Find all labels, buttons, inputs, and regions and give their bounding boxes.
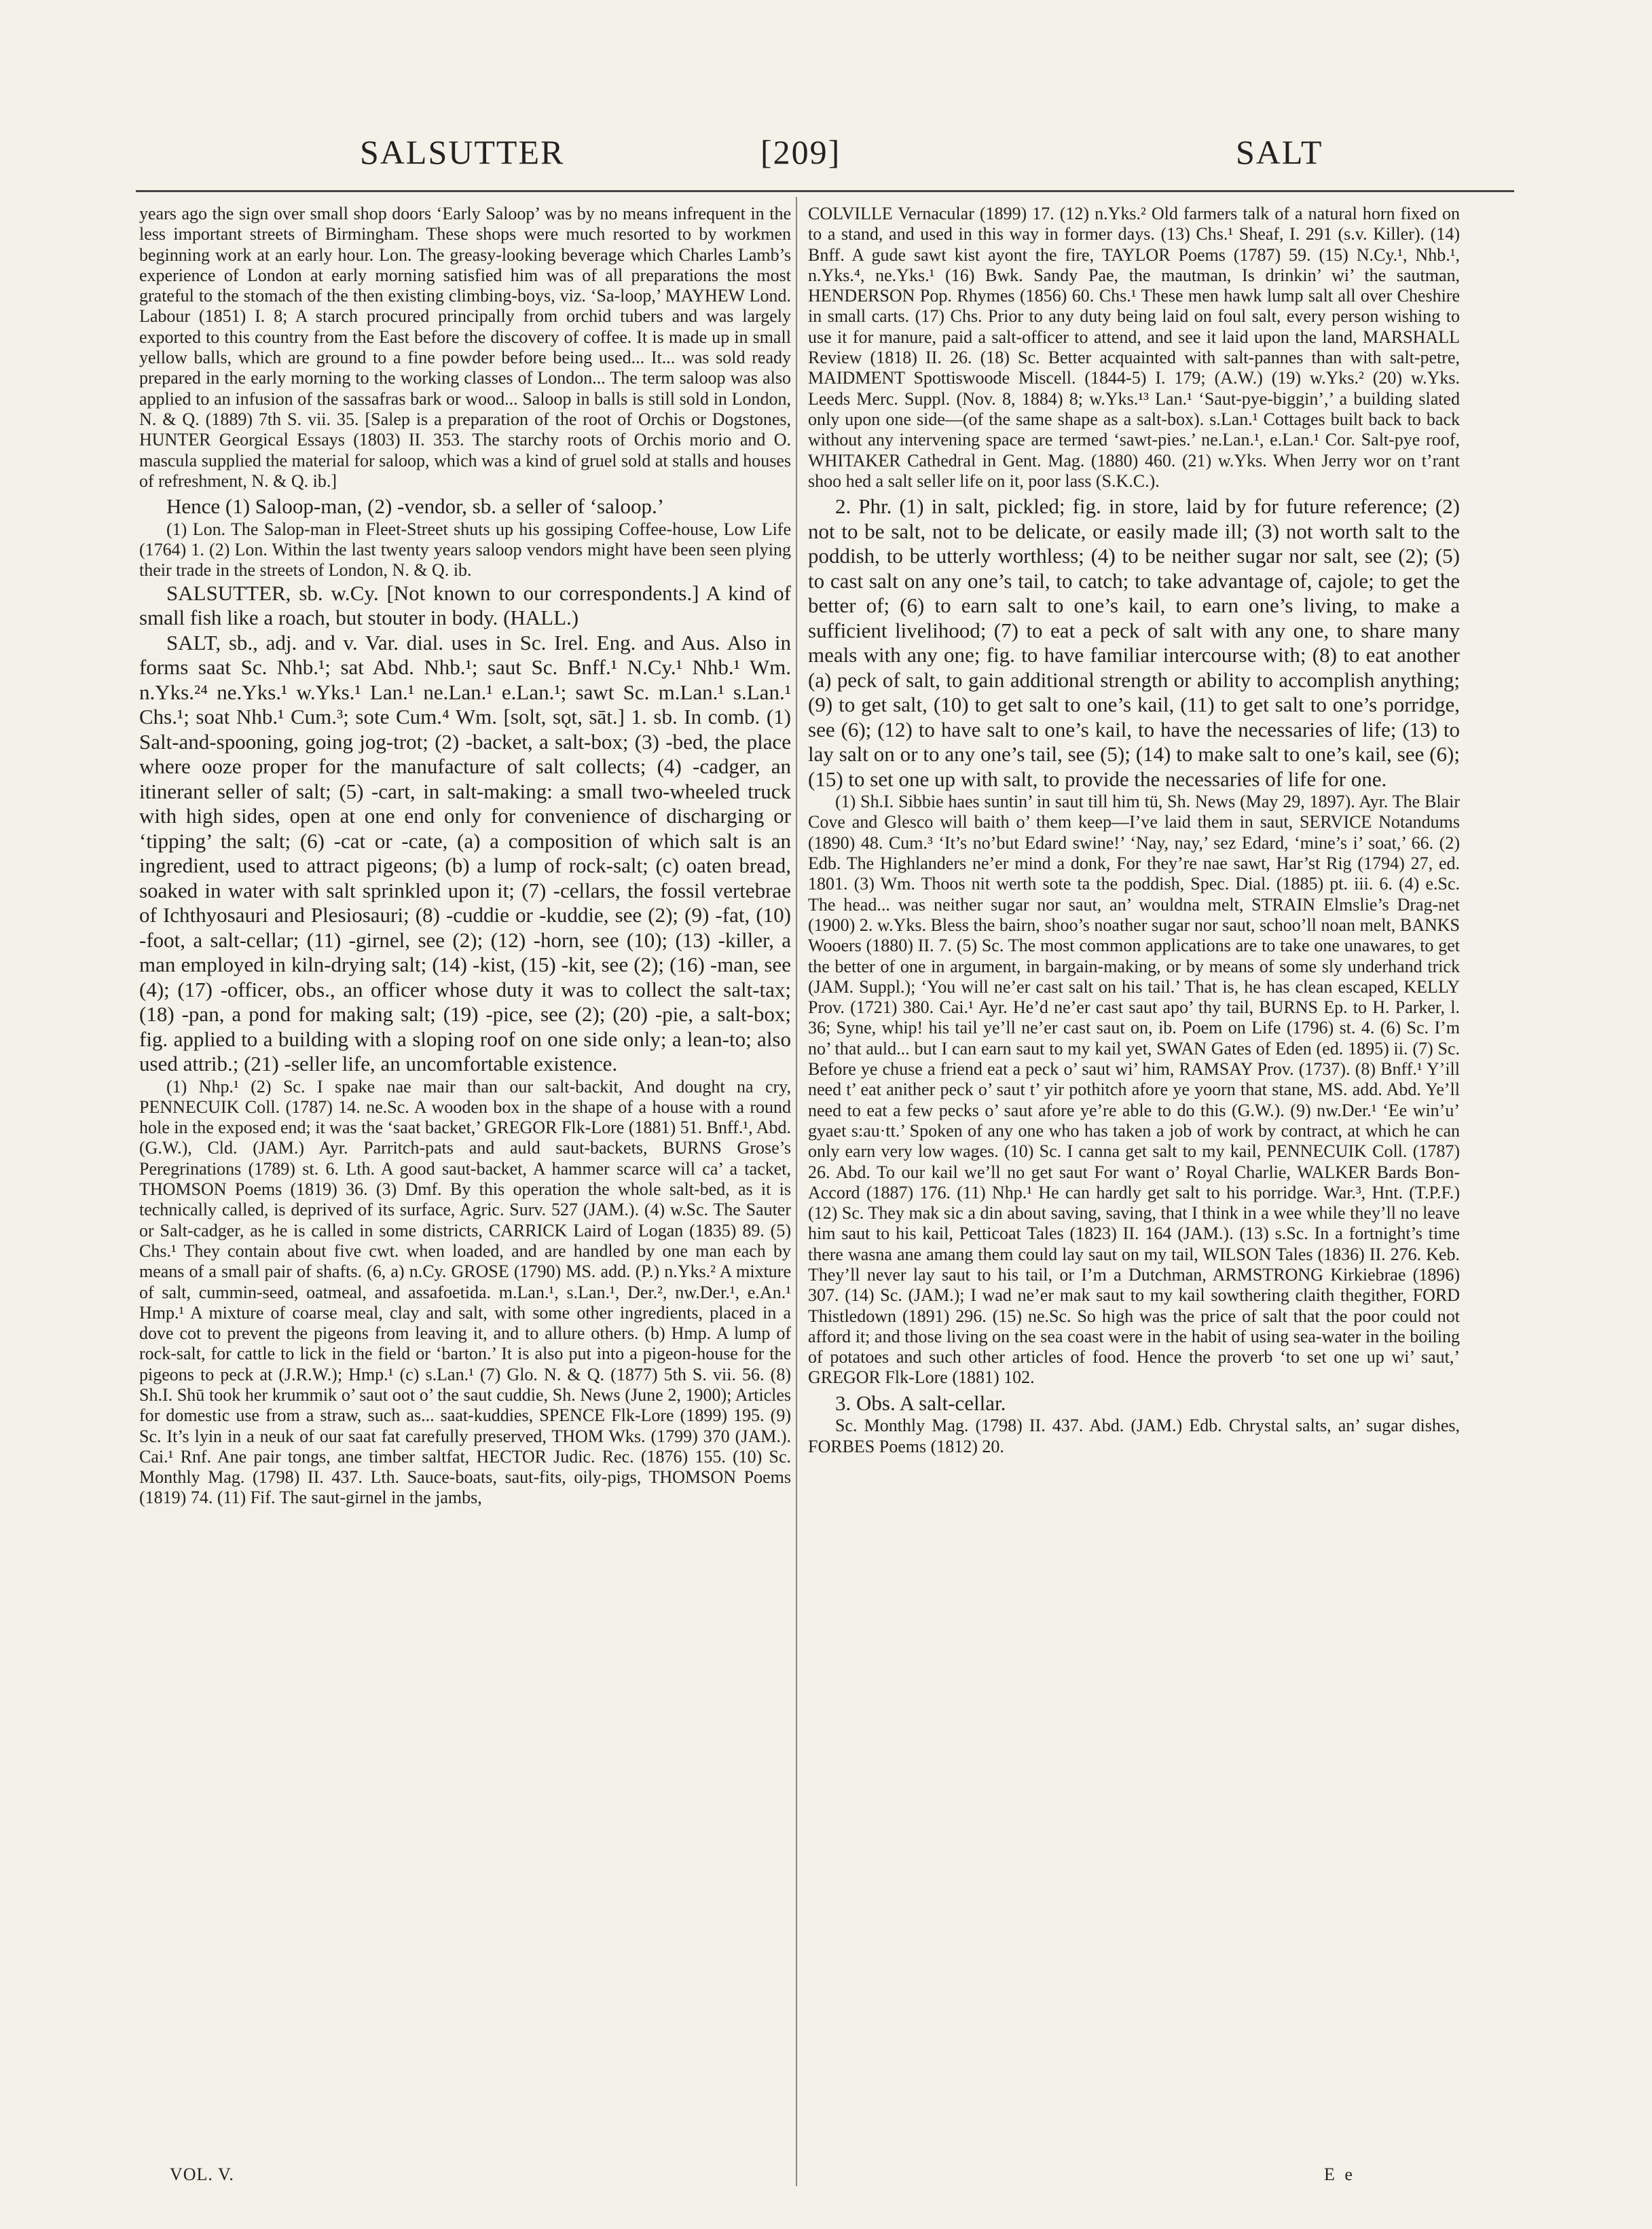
- column-divider: [796, 197, 797, 2186]
- page-number: [209]: [760, 133, 841, 171]
- header-left-word: SALSUTTER: [360, 133, 565, 171]
- running-header: [136, 132, 1514, 180]
- left-column: [139, 204, 791, 1509]
- paragraph: years ago the sign over small shop doors ‘Early Saloop’ was by no means infrequent in the less important streets of Birmingham. These shops were much resorted to by workmen beginning work at an early hour. Lon. The greasy-looking beverage which Charles Lamb’s experience of London at early morning satisfied him was of all preparations the most grateful to the stomach of the then existing climbing-boys, viz. ‘Sa-loop,’ MAYHEW Lond. Labour (1851) I. 8; A starch procured principally from orchid tubers and was largely exported to this country from the East before the discovery of coffee. It is made up in small yellow balls, which are ground to a fine powder before being used... It... was sold ready prepared in the early morning to the working classes of London... The term saloop was also applied to an infusion of the sassafras bark or wood... Saloop in balls is still sold in London, N. & Q. (1889) 7th S. vii. 35. [Salep is a preparation of the root of Orchis or Dogstones, HUNTER Georgical Essays (1803) II. 353. The starchy roots of Orchis morio and O. mascula supplied the material for saloop, which was a kind of gruel sold at stalls and houses of refreshment, N. & Q. ib.]: [139, 204, 791, 491]
- entry-salsutter: SALSUTTER, sb. w.Cy. [Not known to our correspondents.] A kind of small fish like a roach, but stouter in body. (HALL.): [139, 581, 791, 630]
- header-right-word: SALT: [1236, 133, 1323, 171]
- paragraph: 3. Obs. A salt-cellar.: [835, 1390, 1006, 1415]
- entry-salt: SALT, sb., adj. and v. Var. dial. uses in Sc. Irel. Eng. and Aus. Also in forms saat Sc. Nhb.¹; sat Abd. Nhb.¹; saut Sc. Bnff.¹ N.Cy.¹ Nhb.¹ Wm. n.Yks.²⁴ ne.Yks.¹ w.Yks.¹ Lan.¹ ne.Lan.¹ e.Lan.¹; sawt Sc. m.Lan.¹ s.Lan.¹ Chs.¹; soat Nhb.¹ Cum.³; sote Cum.⁴ Wm. [solt, sǫt, sāt.] 1. sb. In comb. (1) Salt-and-spooning, going jog-trot; (2) -backet, a salt-box; (3) -bed, the place where ooze proper for the manufacture of salt collects; (4) -cadger, an itinerant seller of salt; (5) -cart, in salt-making: a small two-wheeled truck with high sides, open at one end only for convenience of discharging or ‘tipping’ the salt; (6) -cat or -cate, (a) a composition of which salt is an ingredient, used to attract pigeons; (b) a lump of rock-salt; (c) oaten bread, soaked in water with salt sprinkled upon it; (7) -cellars, the fossil vertebrae of Ichthyosauri and Plesiosauri; (8) -cuddie or -kuddie, see (2); (9) -fat, (10) -foot, a salt-cellar; (11) -girnel, see (2); (12) -horn, see (10); (13) -killer, a man employed in kiln-drying salt; (14) -kist, (15) -kit, see (2); (16) -man, see (4); (17) -officer, obs., an officer whose duty it was to collect the salt-tax; (18) -pan, a pond for making salt; (19) -pice, see (2); (20) -pie, a salt-box; fig. applied to a building with a sloping roof on one side only; a lean-to; also used attrib.; (21) -seller life, an uncomfortable existence.: [139, 630, 791, 1076]
- header-rule: [136, 190, 1514, 192]
- signature-mark: E e: [1324, 2164, 1355, 2184]
- right-column: [808, 204, 1460, 1457]
- paragraph: (1) Lon. The Salop-man in Fleet-Street shuts up his gossiping Coffee-house, Low Life (1764) 1. (2) Lon. Within the last twenty years saloop vendors might have been seen plying their trade in the streets of London, N. & Q. ib.: [139, 519, 791, 581]
- paragraph: (1) Nhp.¹ (2) Sc. I spake nae mair than our salt-backit, And dought na cry, PENNECUIK Coll. (1787) 14. ne.Sc. A wooden box in the shape of a house with a round hole in the exposed end; it was the ‘saat backet,’ GREGOR Flk-Lore (1881) 51. Bnff.¹, Abd. (G.W.), Cld. (JAM.) Ayr. Parritch-pats and auld saut-backets, BURNS Grose’s Peregrinations (1789) st. 6. Lth. A good saut-backet, A hammer scarce will ca’ a tacket, THOMSON Poems (1819) 36. (3) Dmf. By this operation the whole salt-bed, as it is technically called, is deprived of its surface, Agric. Surv. 527 (JAM.). (4) w.Sc. The Sauter or Salt-cadger, as he is called in some districts, CARRICK Laird of Logan (1835) 89. (5) Chs.¹ They contain about five cwt. when loaded, and are handled by one man each by means of a small pair of shafts. (6, a) n.Cy. GROSE (1790) MS. add. (P.) n.Yks.² A mixture of salt, cummin-seed, oatmeal, and assafoetida. m.Lan.¹, s.Lan.¹, Der.², nw.Der.¹, e.An.¹ Hmp.¹ A mixture of coarse meal, clay and salt, with some other ingredients, placed in a dove cot to prevent the pigeons from leaving it, and to allure others. (b) Hmp. A lump of rock-salt, for cattle to lick in the field or ‘barton.’ It is also put into a pigeon-house for the pigeons to peck at (J.R.W.); Hmp.¹ (c) s.Lan.¹ (7) Glo. N. & Q. (1877) 5th S. vii. 56. (8) Sh.I. Shū took her krummik o’ saut oot o’ the saut cuddie, Sh. News (June 2, 1900); Articles for domestic use from a straw, such as... saat-kuddies, SPENCE Flk-Lore (1899) 195. (9) Sc. It’s lyin in a neuk of our saat fat carefully preserved, THOM Wks. (1799) 370 (JAM.). Cai.¹ Rnf. Ane pair tongs, ane timber saltfat, HECTOR Judic. Rec. (1876) 155. (10) Sc. Monthly Mag. (1798) II. 437. Lth. Sauce-boats, saut-fits, oily-pigs, THOMSON Poems (1819) 74. (11) Fif. The saut-girnel in the jambs,: [139, 1076, 791, 1508]
- paragraph: (1) Sh.I. Sibbie haes suntin’ in saut till him tü, Sh. News (May 29, 1897). Ayr. The Blair Cove and Glesco will baith o’ them keep—I’ve laid them in saut, SERVICE Notandums (1890) 48. Cum.³ ‘It’s no’but Edard swine!’ ‘Nay, nay,’ sez Edard, ‘mine’s i’ soat,’ 66. (2) Edb. The Highlanders ne’er mind a donk, For they’re nae sawt, Har’st Rig (1794) 27, ed. 1801. (3) Wm. Thoos nit werth sote ta the poddish, Spec. Dial. (1885) pt. iii. 6. (4) e.Sc. The head... was neither sugar nor saut, an’ wouldna melt, STRAIN Elmslie’s Drag-net (1900) 2. w.Yks. Bless the bairn, shoo’s noather sugar nor saut, schoo’ll noan melt, BANKS Wooers (1880) II. 7. (5) Sc. The most common applications are to take one unawares, to get the better of one in argument, in bargain-making, or by means of some sly underhand trick (JAM. Suppl.); ‘You will ne’er cast salt on his tail.’ That is, he has clean escaped, KELLY Prov. (1721) 380. Cai.¹ Ayr. He’d ne’er cast saut apo’ thy tail, BURNS Ep. to H. Parker, l. 36; Syne, whip! his tail ye’ll ne’er cast saut on, ib. Poem on Life (1796) st. 4. (6) Sc. I’m no’ that auld... but I can earn saut to my kail yet, SWAN Gates of Eden (ed. 1895) ii. (7) Sc. Before ye chuse a friend eat a peck o’ saut wi’ him, RAMSAY Prov. (1737). (8) Bnff.¹ Y’ill need t’ eat anither peck o’ saut t’ yir pothitch afore ye yoorn that stane, MS. add. Abd. Ye’ll need to eat a few pecks o’ saut afore ye’re able to do this (G.W.). (9) nw.Der.¹ ‘Ee win’u’ gyaet s:au·tt.’ Spoken of any one who has taken a job of work by contract, at which he can only earn very low wages. (10) Sc. I canna get salt to my kail, PENNECUIK Coll. (1787) 26. Abd. To our kail we’ll no get saut For want o’ Royal Charlie, WALKER Bards Bon-Accord (1887) 176. (11) Nhp.¹ He can hardly get salt to his porridge. War.³, Hnt. (T.P.F.) (12) Sc. They mak sic a din about saving, saving, that I think in a wee while they’ll no leave him saut to his kail, Petticoat Tales (1823) II. 164 (JAM.). (13) s.Sc. In a fortnight’s time there wasna ane amang them could lay saut on my tail, WILSON Tales (1836) II. 276. Keb. They’ll never lay saut to his tail, or I’m a Dutchman, ARMSTRONG Kirkiebrae (1896) 307. (14) Sc. (JAM.); I wad ne’er mak saut to my kail sowthering claith thegither, FORD Thistledown (1891) 296. (15) ne.Sc. So high was the price of salt that the poor could not afford it; and those living on the sea coast were in the habit of using sea-water in the boiling of potatoes and such other articles of food. Hence the proverb ‘to set one up wi’ saut,’ GREGOR Flk-Lore (1881) 102.: [808, 792, 1460, 1388]
- paragraph: 2. Phr. (1) in salt, pickled; fig. in store, laid by for future reference; (2) not to be salt, not to be delicate, or easily made ill; (3) not worth salt to the poddish, to be utterly worthless; (4) to be neither sugar nor salt, see (2); (5) to cast salt on any one’s tail, to catch; to take advantage of, cajole; to get the better of; (6) to earn salt to one’s kail, to earn one’s living, to make a sufficient livelihood; (7) to eat a peck of salt with any one, to share many meals with any one; fig. to have familiar intercourse with; (8) to eat another (a) peck of salt, to gain additional strength or ability to accomplish anything; (9) to get salt, (10) to get salt to one’s kail, (11) to get salt to one’s porridge, see (6); (12) to have salt to one’s kail, to have the necessaries of life; (13) to lay salt on or to any one’s tail, see (5); (14) to make salt to one’s kail, see (6); (15) to set one up with salt, to provide the necessaries of life for one.: [808, 494, 1460, 791]
- volume-label: VOL. V.: [170, 2164, 234, 2184]
- paragraph: COLVILLE Vernacular (1899) 17. (12) n.Yks.² Old farmers talk of a natural horn fixed on to a stand, and used in this way in former days. (13) Chs.¹ Sheaf, I. 291 (s.v. Killer). (14) Bnff. A gude sawt kist ayont the fire, TAYLOR Poems (1787) 59. (15) N.Cy.¹, Nhb.¹, n.Yks.⁴, ne.Yks.¹ (16) Bwk. Sandy Pae, the mautman, Is drinkin’ wi’ the sautman, HENDERSON Pop. Rhymes (1856) 60. Chs.¹ These men hawk lump salt all over Cheshire in small carts. (17) Chs. Prior to any duty being laid on foul salt, every person wishing to use it for manure, paid a salt-officer to attend, and see it laid upon the land, MARSHALL Review (1818) II. 26. (18) Sc. Better acquainted with salt-pannes than with salt-petre, MAIDMENT Spottiswoode Miscell. (1844-5) I. 179; (A.W.) (19) w.Yks.² (20) w.Yks. Leeds Merc. Suppl. (Nov. 8, 1884) 8; w.Yks.¹³ Lan.¹ ‘Saut-pye-biggin’,’ a building slated only upon one side—(of the same shape as a salt-box). s.Lan.¹ Cottages built back to back without any intervening space are termed ‘sawt-pies.’ ne.Lan.¹, e.Lan.¹ Cor. Salt-pye roof, WHITAKER Cathedral in Gent. Mag. (1880) 460. (21) w.Yks. When Jerry wor on t’rant shoo hed a salt seller life on it, poor lass (S.K.C.).: [808, 204, 1460, 491]
- paragraph: Hence (1) Saloop-man, (2) -vendor, sb. a seller of ‘saloop.’: [166, 494, 665, 519]
- paragraph: Sc. Monthly Mag. (1798) II. 437. Abd. (JAM.) Edb. Chrystal salts, an’ sugar dishes, FORBES Poems (1812) 20.: [808, 1416, 1460, 1456]
